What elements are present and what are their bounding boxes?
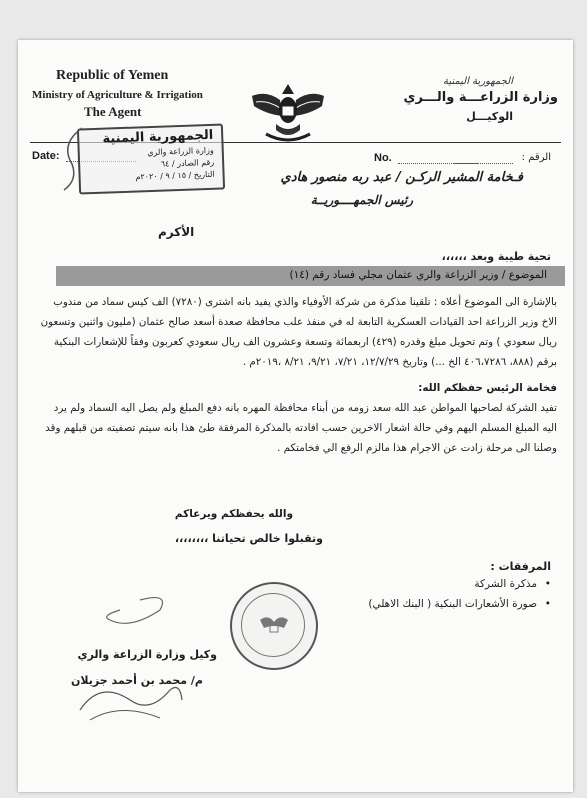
header-office-en: The Agent xyxy=(84,104,142,119)
outgoing-stamp xyxy=(77,123,225,194)
body-paragraph-1: بالإشارة الى الموضوع أعلاه : تلقينا مذكرة من شركة الأوفياء والذي يفيد بانه اشترى (٧٢٨٠) الف كيس سماد من مندوب الاخ وزير الزراعة احد القيادات العسكرية التابعة له في منفذ علب محافظة صعدة أسعد صالح عثمان (مليون واثنين وتسعون ريال سعودي ) وتم تحويل مبلغ وقدره (٤٢٩) اربعمائة وتسعة وعشرون الف ريال سعودي كعربون وفقاً للإشعارات البنكية برقم (٨٨٨، ٤٠٦،٧٢٨٦ الخ ...) وتاريخ ١٢/٧/٢٩، ٧/٢١، ٩/٢١، ٨/٢١ ،٢٠١٩م . xyxy=(40,296,557,368)
body-section-2 xyxy=(37,378,557,458)
stamp-number: رقم الصادر / ٦٤ xyxy=(160,157,215,169)
signatory-name: م/ محمد بن أحمد جزيلان xyxy=(71,674,203,687)
subject-line: الموضوع / وزير الزراعة والري عثمان مجلي فساد رقم (١٤) xyxy=(289,269,547,281)
stamp-ministry: وزارة الزراعة والري xyxy=(147,145,214,158)
official-round-stamp xyxy=(230,582,318,670)
attachment-item: • صورة الأشعارات البنكية ( البنك الاهلي) xyxy=(368,598,551,610)
stamp-emblem-icon xyxy=(258,610,290,638)
signatory-title: وكيل وزارة الزراعة والري xyxy=(77,648,217,661)
header-country-ar: الجمهورية اليمنية xyxy=(442,76,513,87)
arrow-scribble-icon xyxy=(52,124,92,194)
attachments-list xyxy=(368,578,551,618)
letter-page xyxy=(18,40,573,792)
attachments-label: المرفقات : xyxy=(490,560,551,573)
greeting: تحية طيبة وبعد ،،،،،، xyxy=(441,250,551,263)
stamp-date: التاريخ / ١٥ / ٩ / ٢٠٢٠م xyxy=(135,169,215,182)
closing-regards: وتقبلوا خالص تحياتنا ،،،،،،،، xyxy=(174,532,323,545)
eagle-emblem-icon xyxy=(246,76,330,146)
body-salutation: فخامة الرئيس حفظكم الله: xyxy=(418,382,557,394)
header-ministry-en: Ministry of Agriculture & Irrigation xyxy=(32,89,203,101)
date-label: Date: xyxy=(32,150,60,162)
addressee-name: فـخامة المشير الركـن / عبد ربه منصور هادي xyxy=(280,170,523,185)
reference-field-line xyxy=(453,163,513,164)
header-ministry-ar: وزارة الزراعـــة والـــري xyxy=(403,90,558,105)
closing-blessing: والله يحفظكم ويرعاكم xyxy=(174,508,293,520)
body-paragraph-2: تفيد الشركة لصاحبها المواطن عبد الله سعد زومه من أبناء محافظة المهره بانه دفع المبلغ ولم يصل اليه السماد ولم يرد اليه المبلغ المسلم اليهم وفي حالة اشعار الاخرين حسب افادته بالمذكرة المرفقة طئ هذا بانه سيتم تصفيته من قبلهم وقد وصلنا الى مرحلة زادت عن الاجرام هذا مالزم الرفع الي فخامتكم . xyxy=(45,402,557,454)
stamp-title: الجمهورية اليمنية xyxy=(102,127,214,147)
header-office-ar: الوكيـــل xyxy=(466,110,513,123)
header-country-en: Republic of Yemen xyxy=(56,68,169,83)
addressee-title: رئيس الجمهــــوريــة xyxy=(310,193,413,207)
number-label: No. xyxy=(374,152,392,164)
attachment-item: • مذكرة الشركة xyxy=(368,578,551,590)
reference-label: الرقم : xyxy=(521,152,551,163)
addressee-honorific: الأكرم xyxy=(158,225,195,239)
